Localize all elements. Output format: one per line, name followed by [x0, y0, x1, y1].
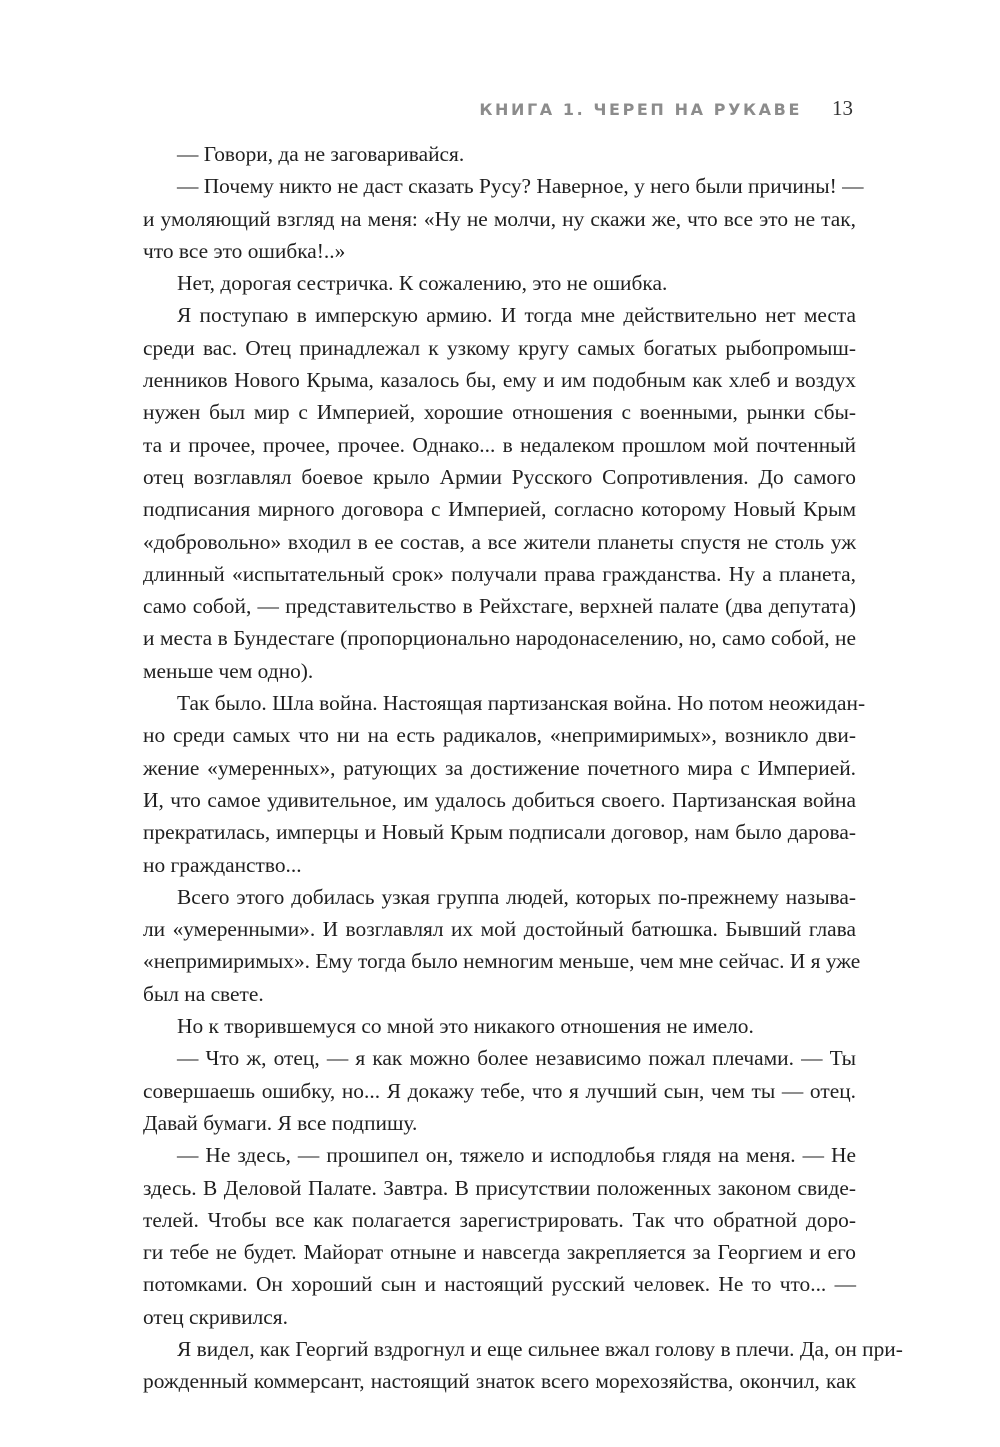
- text-line: Я видел, как Георгий вздрогнул и еще сильнее вжал голову в плечи. Да, он при-: [177, 1336, 903, 1361]
- page-number: 13: [832, 96, 853, 120]
- text-line: но среди самых что ни на есть радикалов, «непримиримых», возникло дви-: [143, 723, 856, 748]
- text-line: И, что самое удивительное, им удалось добиться своего. Партизанская война: [143, 787, 856, 812]
- text-line: но гражданство...: [143, 852, 302, 877]
- text-line: отец возглавлял боевое крыло Армии Русского Сопротивления. До самого: [143, 464, 856, 489]
- text-line: среди вас. Отец принадлежал к узкому кругу самых богатых рыбопромыш-: [143, 335, 856, 360]
- text-line: совершаешь ошибку, но... Я докажу тебе, что я лучший сын, чем ты — отец.: [143, 1078, 856, 1103]
- text-line: Всего этого добилась узкая группа людей, которых по-прежнему называ-: [177, 884, 856, 909]
- text-line: отец скривился.: [143, 1304, 288, 1329]
- text-line: ленников Нового Крыма, казалось бы, ему и им подобным как хлеб и воздух: [143, 368, 856, 393]
- text-line: Но к творившемуся со мной это никакого отношения не имело.: [177, 1014, 754, 1039]
- text-line: подписания мирного договора с Империей, согласно которому Новый Крым: [143, 497, 856, 522]
- text-line: — Не здесь, — прошипел он, тяжело и исподлобья глядя на меня. — Не: [177, 1143, 856, 1168]
- text-line: Так было. Шла война. Настоящая партизанская война. Но потом неожидан-: [177, 691, 866, 716]
- text-line: — Почему никто не даст сказать Русу? Наверное, у него были причины! —: [177, 174, 864, 199]
- text-line: та и прочее, прочее, прочее. Однако... в недалеком прошлом мой почтенный: [143, 432, 856, 457]
- text-line: Давай бумаги. Я все подпишу.: [143, 1110, 418, 1135]
- text-line: Нет, дорогая сестричка. К сожалению, это не ошибка.: [177, 271, 668, 296]
- text-line: прекратилась, имперцы и Новый Крым подписали договор, нам было дарова-: [143, 820, 856, 845]
- text-line: меньше чем одно).: [143, 658, 314, 683]
- text-line: был на свете.: [143, 981, 264, 1006]
- running-header-title: КНИГА 1. ЧЕРЕП НА РУКАВЕ: [479, 100, 802, 119]
- text-line: длинный «испытательный срок» получали права гражданства. Ну а планета,: [143, 561, 856, 586]
- text-line: здесь. В Деловой Палате. Завтра. В присутствии положенных законом свиде-: [143, 1175, 856, 1200]
- text-line: ли «умеренными». И возглавлял их мой достойный батюшка. Бывший глава: [143, 917, 856, 942]
- text-line: и места в Бундестаге (пропорционально народонаселению, но, само собой, не: [143, 626, 856, 651]
- text-line: — Что ж, отец, — я как можно более независимо пожал плечами. — Ты: [177, 1046, 856, 1071]
- text-line: что все это ошибка!..»: [143, 238, 346, 263]
- text-line: потомками. Он хороший сын и настоящий русский человек. Не то что... —: [143, 1272, 856, 1297]
- text-line: рожденный коммерсант, настоящий знаток всего морехозяйства, окончил, как: [143, 1369, 856, 1394]
- body-text: [143, 138, 903, 1398]
- text-line: само собой, — представительство в Рейхстаге, верхней палате (два депутата): [143, 594, 856, 619]
- text-line: — Говори, да не заговаривайся.: [177, 142, 465, 166]
- text-line: и умоляющий взгляд на меня: «Ну не молчи, ну скажи же, что все это не так,: [143, 206, 856, 231]
- text-line: жение «умеренных», ратующих за достижение почетного мира с Империей.: [143, 755, 856, 780]
- running-header: [0, 96, 853, 124]
- text-line: Я поступаю в имперскую армию. И тогда мне действительно нет места: [177, 303, 856, 328]
- text-line: ги тебе не будет. Майорат отныне и навсегда закрепляется за Георгием и его: [143, 1240, 856, 1265]
- text-line: «непримиримых». Ему тогда было немногим меньше, чем мне сейчас. И я уже: [143, 949, 861, 974]
- text-line: «добровольно» входил в ее состав, а все жители планеты спустя не столь уж: [143, 529, 856, 554]
- text-line: нужен был мир с Империей, хорошие отношения с военными, рынки сбы-: [143, 400, 856, 425]
- text-line: телей. Чтобы все как полагается зарегистрировать. Так что обратной доро-: [143, 1207, 856, 1232]
